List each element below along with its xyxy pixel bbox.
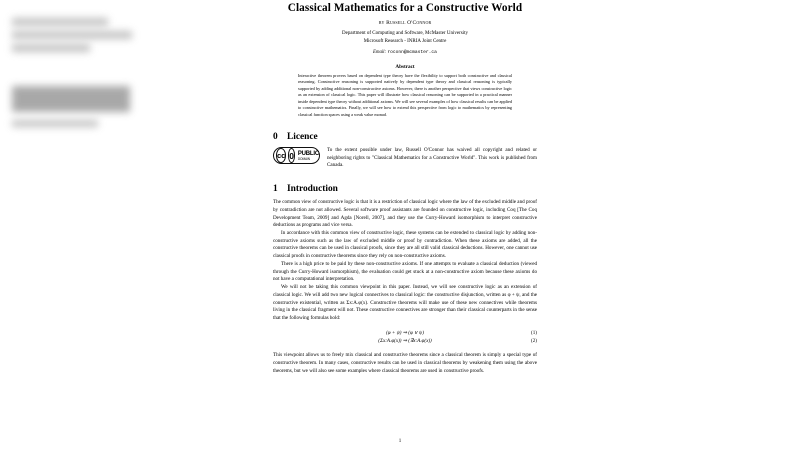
equation-line bbox=[273, 329, 537, 338]
email-address[interactable]: roconn@mcmaster.ca bbox=[387, 49, 437, 55]
section-heading-licence bbox=[273, 132, 537, 142]
section-heading-introduction bbox=[273, 184, 537, 194]
page-column bbox=[273, 0, 537, 375]
abstract-text: Interactive theorem provers based on dependent type theory have the flexibility to support both constructive and classical reasoning. Constructive reasoning is supported natively by dependent type theory and classical reasoning is typically supported by adding additional non-constructive axioms. However, there is another perspective that views constructive logic as an extension of classical logic. This paper will illustrate how classical reasoning can be supported in a practical manner inside dependent type theory without additional axioms. We will see several examples of how classical results can be applied to constructive mathematics. Finally, we will see how to extend this perspective from logic to mathematics by representing classical function spaces using a weak value monad. bbox=[298, 72, 512, 117]
author-name: Russell O'Connor bbox=[386, 20, 432, 27]
abstract-heading: Abstract bbox=[395, 63, 415, 70]
byline-prefix: by bbox=[378, 20, 385, 27]
equation-line bbox=[273, 337, 537, 346]
page-number: 1 bbox=[398, 439, 402, 444]
body-paragraph: This viewpoint allows us to freely mix classical and constructive theorems since a classical theorem is simply a special type of constructive theorem. In many cases, constructive results can be used in classical theorems by weakening them using the above theorems, but we will also see some examples where classical theorems are used in constructive proofs. bbox=[273, 352, 537, 374]
cc-badge-label-secondary: DOMAIN bbox=[297, 156, 311, 161]
byline bbox=[273, 20, 537, 26]
affiliation-line: Microsoft Research - INRIA Joint Centre bbox=[363, 38, 447, 44]
cc-badge-label-primary: PUBLIC bbox=[297, 150, 319, 157]
equation-formula: (φ + ψ) ⇒ (φ ∨ ψ) bbox=[386, 329, 424, 336]
equation-number: (2) bbox=[531, 338, 537, 345]
body-paragraph: We will not be taking this common viewpoint in this paper. Instead, we will see constructive logic as an extension of classical logic. We will add two new logical connectives to classical logic: the constructive disjunction, written as φ + ψ, and the constructive existential, written as Σx:A.φ(x). Constructive theorems will make use of these new connectives while theorems living in the classical fragment will not. These constructive connectives are stronger than their classical counterparts in the sense that the following formulas hold: bbox=[273, 284, 537, 322]
licence-row bbox=[273, 147, 537, 170]
body-paragraph: The common view of constructive logic is that it is a restriction of classical logic where the law of the excluded middle and proof by contradiction are not allowed. Several software proof assistants are founded on constructive logic, including Coq [The Coq Development Team, 2009] and Agda [Norell, 2007], and they use the Curry-Howard isomorphism to interpret constructive deductions as programs and vice versa. bbox=[273, 199, 537, 229]
affiliation-line: Department of Computing and Software, McMaster University bbox=[342, 31, 468, 37]
blurred-margin-block bbox=[12, 18, 108, 26]
licence-text: To the extent possible under law, Russell O'Connor has waived all copyright and related or neighboring rights to "Classical Mathematics for a Constructive World". This work is published from Canada. bbox=[327, 147, 537, 169]
email-line bbox=[273, 50, 537, 55]
body-paragraph: In accordance with this common view of constructive logic, these systems can be extended to classical logic by adding non-constructive axioms such as the law of excluded middle or proof by contradiction. When these axioms are added, all the constructive theorems can be used in classical proofs, since they are all still valid classical deductions. However, one cannot use classical proofs in constructive theorems since they rely on non-constructive axioms. bbox=[273, 229, 537, 260]
section-title: Licence bbox=[287, 132, 318, 143]
blurred-margin-block bbox=[12, 86, 130, 112]
blurred-margin-block bbox=[12, 120, 98, 127]
body-paragraph: There is a high price to be paid by these non-constructive axioms. If one attempts to evaluate a classical deduction (viewed through the Curry-Howard isomorphism), the evaluation could get stuck at a non-constructive axiom because these axioms do not have a computational interpretation. bbox=[273, 260, 537, 283]
creative-commons-zero-icon[interactable] bbox=[273, 147, 320, 164]
equation-formula: (Σx:A.φ(x)) ⇒ (∃x:A.φ(x)) bbox=[378, 338, 432, 345]
email-label: Email: bbox=[373, 49, 387, 55]
section-title: Introduction bbox=[287, 184, 338, 195]
section-number: 1 bbox=[273, 184, 278, 195]
equation-block bbox=[273, 329, 537, 346]
abstract bbox=[298, 64, 512, 118]
section-number: 0 bbox=[273, 132, 278, 143]
blurred-margin-block bbox=[12, 44, 90, 52]
equation-number: (1) bbox=[531, 329, 537, 336]
page-title: Classical Mathematics for a Constructive World bbox=[287, 2, 523, 14]
cc-mark-icon: cc bbox=[276, 148, 286, 163]
cc-zero-mark-icon: 0 bbox=[288, 148, 296, 163]
affiliation bbox=[273, 30, 537, 45]
blurred-margin-block bbox=[12, 31, 132, 39]
cc-badge-text bbox=[298, 151, 319, 161]
